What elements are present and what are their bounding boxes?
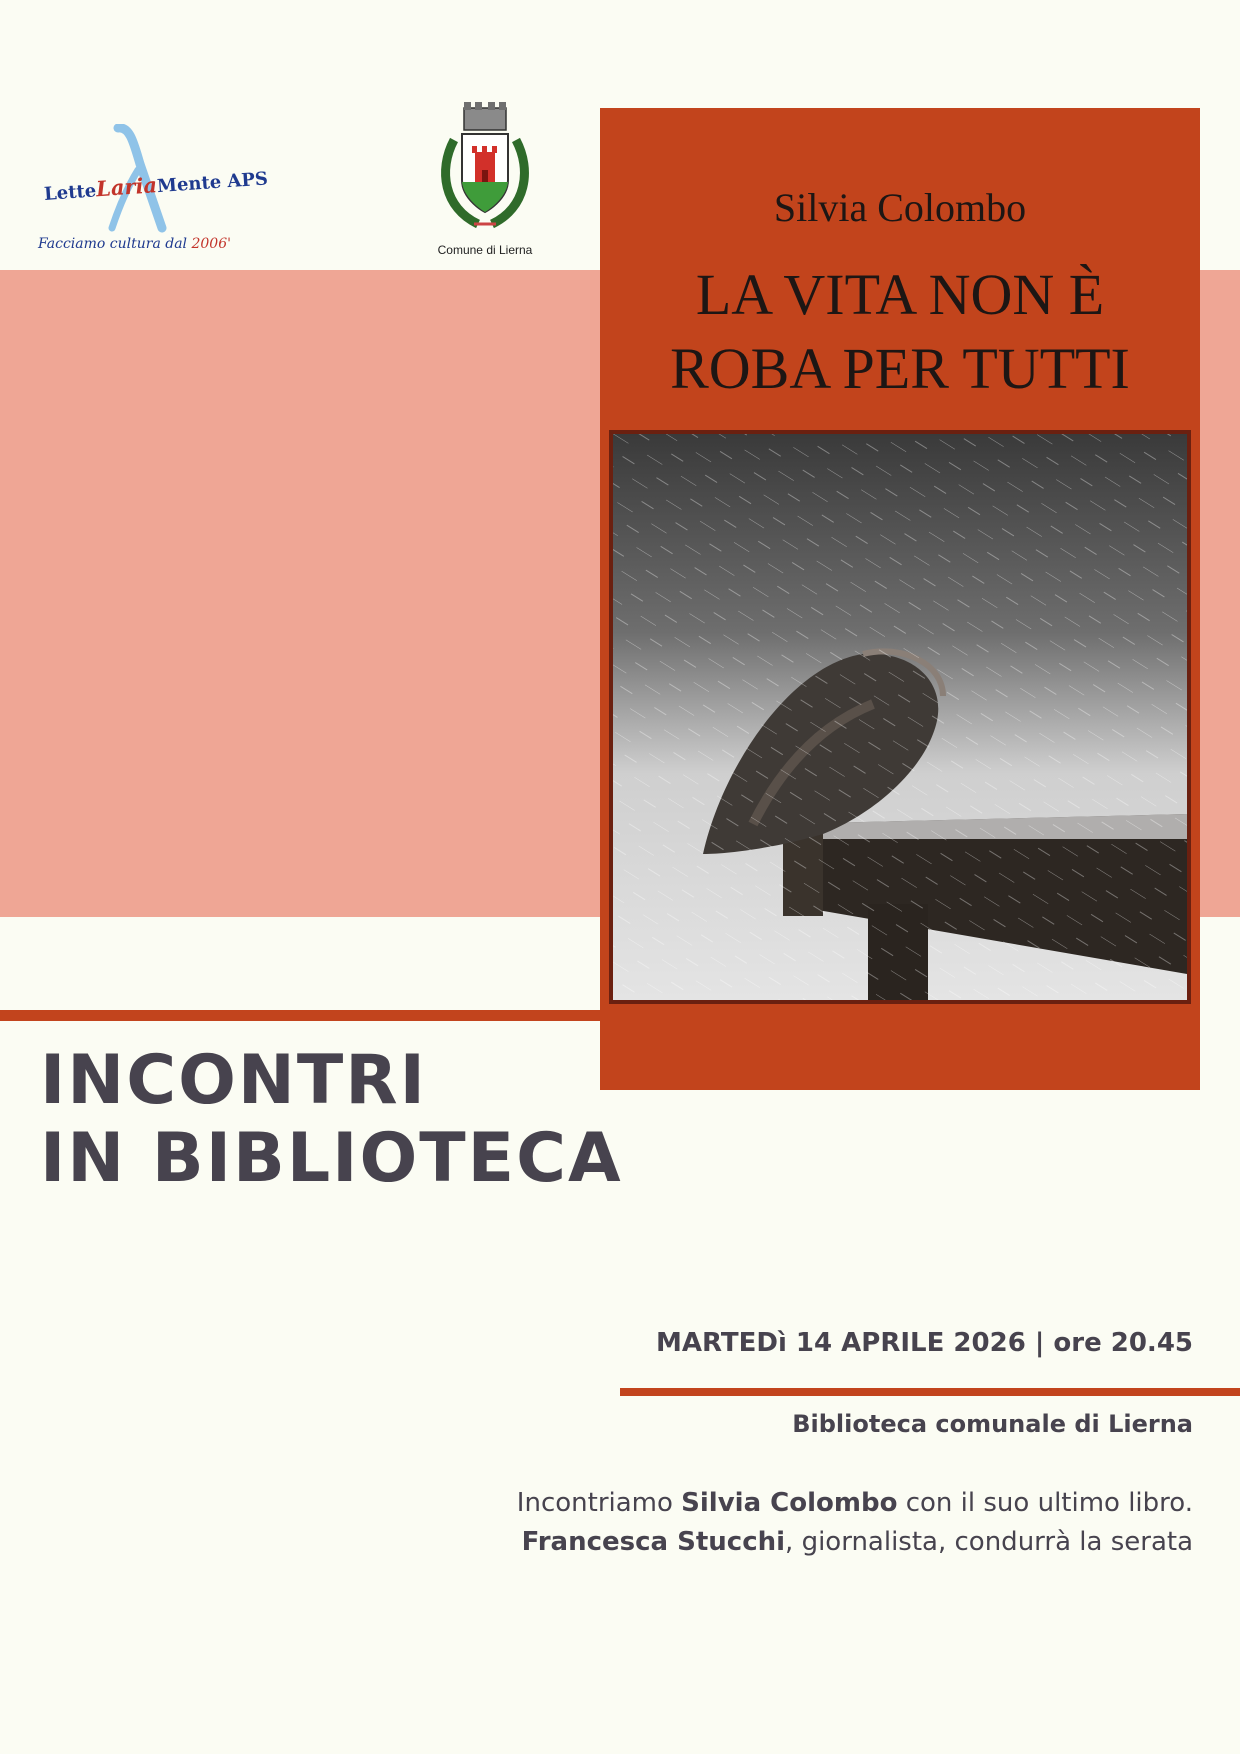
accent-rule-right [620, 1388, 1240, 1396]
comune-di-lierna-logo [420, 100, 550, 265]
comune-caption: Comune di Lierna [437, 243, 533, 257]
moderator-name: Francesca Stucchi [521, 1527, 786, 1557]
event-venue: Biblioteca comunale di Lierna [792, 1410, 1193, 1438]
lettelariamente-logo [34, 118, 269, 258]
description-line-1: Incontriamo Silvia Colombo con il suo ultimo libro. [516, 1488, 1193, 1518]
book-author: Silvia Colombo [773, 185, 1027, 230]
headline: INCONTRI IN BIBLIOTECA [40, 1041, 623, 1198]
cover-photo-bird-in-rain [609, 430, 1191, 1004]
logo-brand-text: LetteLariaMente APS [43, 168, 269, 205]
description-line-2: Francesca Stucchi, giornalista, condurrà la serata [521, 1527, 1193, 1557]
event-description [517, 1484, 1193, 1562]
accent-rule-left [0, 1010, 600, 1021]
book-title: LA VITA NON È ROBA PER TUTTI [670, 262, 1130, 401]
book-cover [600, 108, 1200, 1090]
logo-tagline: Facciamo cultura dal 2006' [38, 236, 231, 252]
coat-of-arms-icon [434, 100, 536, 242]
author-name: Silvia Colombo [681, 1488, 898, 1518]
event-date-time: MARTEDì 14 APRILE 2026 | ore 20.45 [656, 1328, 1193, 1358]
